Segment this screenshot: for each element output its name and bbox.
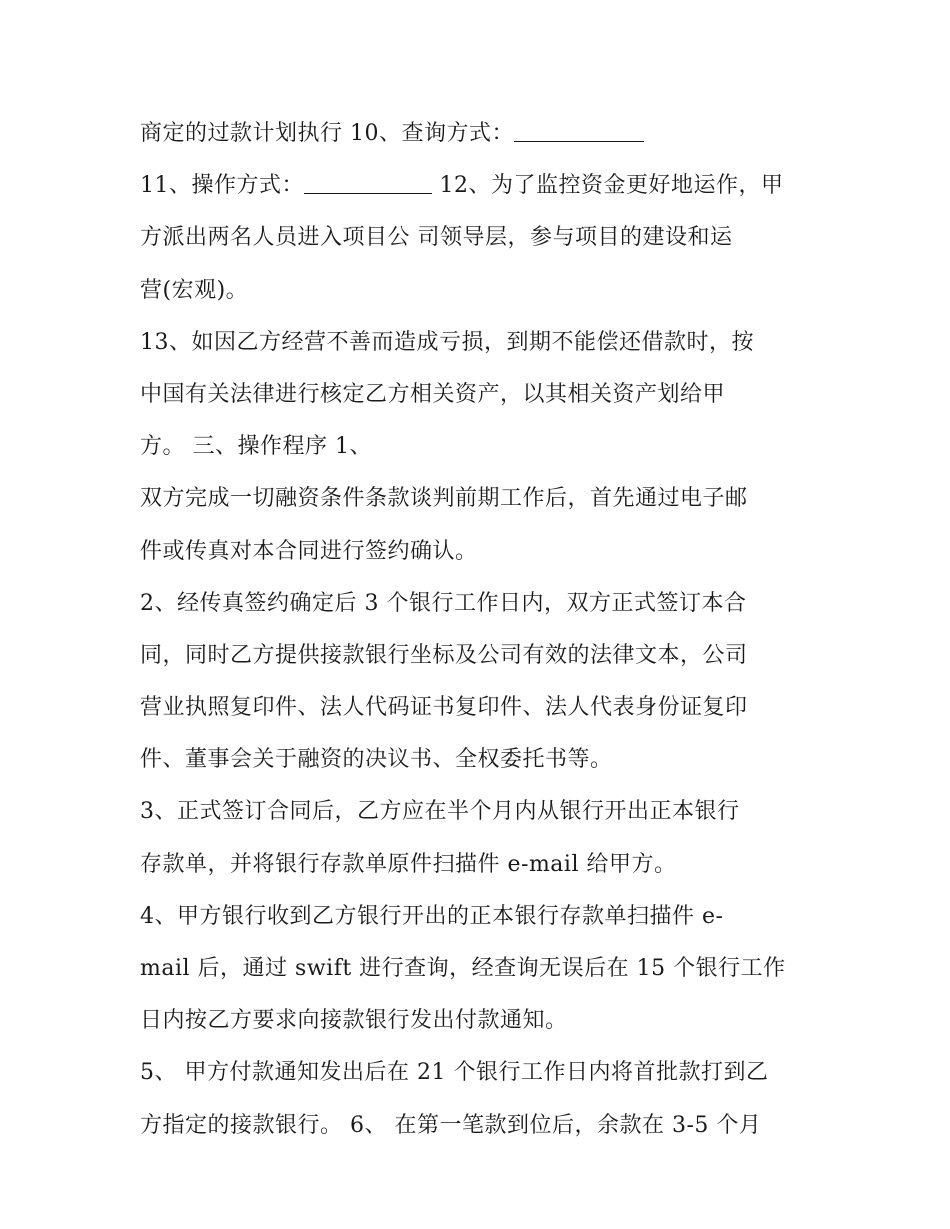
text-line [140, 212, 820, 264]
text-line [140, 943, 820, 995]
line-text: 5、 甲方付款通知发出后在 21 个银行工作日内将首批款打到乙 [140, 1060, 769, 1086]
text-line [140, 1047, 820, 1099]
text-line [140, 369, 820, 421]
text-line [140, 1100, 820, 1152]
line-text: 13、如因乙方经营不善而造成亏损，到期不能偿还借款时，按 [140, 329, 754, 355]
line-text: 存款单，并将银行存款单原件扫描件 e-mail 给甲方。 [140, 851, 677, 877]
line-text: 方指定的接款银行。 6、 在第一笔款到位后，余款在 3-5 个月 [140, 1112, 762, 1138]
line-text: 4、甲方银行收到乙方银行开出的正本银行存款单扫描件 e- [140, 903, 724, 929]
text-line [140, 160, 820, 212]
text-line [140, 839, 820, 891]
line-text: 双方完成一切融资条件条款谈判前期工作后，首先通过电子邮 [140, 486, 748, 512]
line-text: 件或传真对本合同进行签约确认。 [140, 538, 478, 564]
text-line [140, 317, 820, 369]
line-text: mail 后，通过 swift 进行查询，经查询无误后在 15 个银行工作 [140, 956, 786, 981]
text-line [140, 108, 820, 160]
line-text-after: 12、为了监控资金更好地运作，甲 [432, 173, 784, 199]
text-line [140, 473, 820, 525]
text-line [140, 891, 820, 943]
text-line [140, 734, 820, 786]
text-line [140, 786, 820, 838]
line-text: 3、正式签订合同后，乙方应在半个月内从银行开出正本银行 [140, 799, 740, 825]
line-text: 营(宏观)。 [140, 277, 249, 303]
text-line [140, 682, 820, 734]
line-text: 件、董事会关于融资的决议书、全权委托书等。 [140, 747, 613, 773]
line-text: 同，同时乙方提供接款银行坐标及公司有效的法律文本，公司 [140, 642, 748, 668]
line-text: 日内按乙方要求向接款银行发出付款通知。 [140, 1008, 568, 1034]
line-text: 商定的过款计划执行 10、查询方式： [140, 121, 514, 146]
text-line [140, 630, 820, 682]
line-text: 营业执照复印件、法人代码证书复印件、法人代表身份证复印 [140, 695, 748, 721]
text-line [140, 265, 820, 317]
line-text: 中国有关法律进行核定乙方相关资产，以其相关资产划给甲 [140, 381, 726, 407]
line-text: 方派出两名人员进入项目公 司领导层，参与项目的建设和运 [140, 225, 733, 251]
line-text: 方。 三、操作程序 1、 [140, 434, 372, 460]
line-text: 2、经传真签约确定后 3 个银行工作日内，双方正式签订本合 [140, 590, 747, 616]
line-text: 11、操作方式： [140, 173, 304, 199]
text-line [140, 578, 820, 630]
text-line [140, 995, 820, 1047]
fill-in-blank [304, 169, 432, 194]
text-line [140, 421, 820, 473]
document-page [140, 108, 820, 1152]
fill-in-blank [514, 117, 644, 142]
text-line [140, 526, 820, 578]
